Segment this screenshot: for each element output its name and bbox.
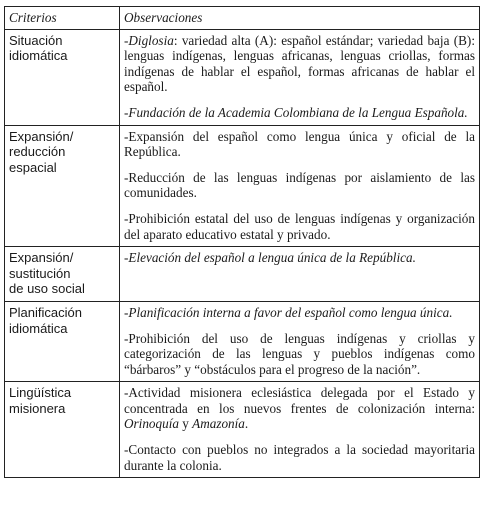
header-observaciones: Observaciones	[120, 7, 480, 30]
observation-text: y	[178, 416, 193, 432]
criterion-cell	[5, 247, 120, 302]
observation-italic: Orinoquía	[124, 416, 179, 432]
criterion-line: Lingüística	[9, 385, 72, 401]
observation-paragraph: -Fundación de la Academia Colombiana de la Lengua Española.	[124, 104, 468, 120]
observation-italic: Amazonía	[192, 416, 245, 432]
criterion-line: Expansión/	[9, 250, 74, 266]
table-row	[5, 125, 480, 247]
criterion-line: misionera	[9, 400, 66, 416]
criterion-line: Expansión/	[9, 128, 74, 144]
criterion-line: espacial	[9, 159, 57, 175]
criteria-table	[4, 6, 480, 478]
observation-paragraph: -Reducción de las lenguas indígenas por aislamiento de las comunidades.	[124, 169, 475, 201]
criterion-cell	[5, 301, 120, 381]
criterion-line: de uso social	[9, 281, 85, 297]
observation-cell	[120, 247, 480, 302]
observation-paragraph: -Contacto con pueblos no integrados a la sociedad mayoritaria durante la colonia.	[124, 442, 475, 473]
observation-paragraph	[124, 385, 475, 432]
observation-paragraph: -Planificación interna a favor del español como lengua única.	[124, 304, 453, 320]
observation-text: -Actividad misionera eclesiástica delegada por el Estado y concentrada en los nuevos frentes de colonización interna:	[124, 385, 475, 416]
criterion-line: Planificación	[9, 304, 82, 320]
criterion-cell	[5, 29, 120, 125]
observation-paragraph	[124, 33, 475, 95]
observation-paragraph: -Prohibición estatal del uso de lenguas indígenas y organización del aparato educativo estatal y privado.	[124, 210, 475, 242]
criterion-cell	[5, 382, 120, 478]
table-row	[5, 382, 480, 478]
criterion-line: Situación	[9, 32, 63, 48]
header-criterios: Criterios	[5, 7, 120, 30]
table-row	[5, 301, 480, 381]
criterion-line: idiomática	[9, 48, 68, 64]
observation-cell	[120, 382, 480, 478]
criterion-line: idiomática	[9, 320, 68, 336]
observation-cell	[120, 301, 480, 381]
observation-paragraph: -Expansión del español como lengua única y oficial de la República.	[124, 128, 475, 160]
criterion-line: reducción	[9, 144, 66, 160]
header-row	[5, 7, 480, 30]
criterion-cell	[5, 125, 120, 247]
observation-cell	[120, 29, 480, 125]
table-row	[5, 247, 480, 302]
observation-cell	[120, 125, 480, 247]
observation-italic: -Diglosia	[124, 32, 174, 48]
observation-paragraph: -Prohibición del uso de lenguas indígenas y criollas y categorización de las lenguas y pueblos indígenas como “bárbaros” y “obstáculos para el progreso de la nación”.	[124, 330, 475, 377]
observation-text: : variedad alta (A): español estándar; variedad baja (B): lenguas indígenas, lenguas africanas, lenguas criollas, formas indígenas de hablar el español, formas africanas de hablar el español.	[124, 32, 475, 95]
table-row	[5, 29, 480, 125]
criterion-line: sustitución	[9, 265, 71, 281]
observation-paragraph: -Elevación del español a lengua única de la República.	[124, 250, 416, 266]
observation-text: .	[244, 416, 249, 432]
